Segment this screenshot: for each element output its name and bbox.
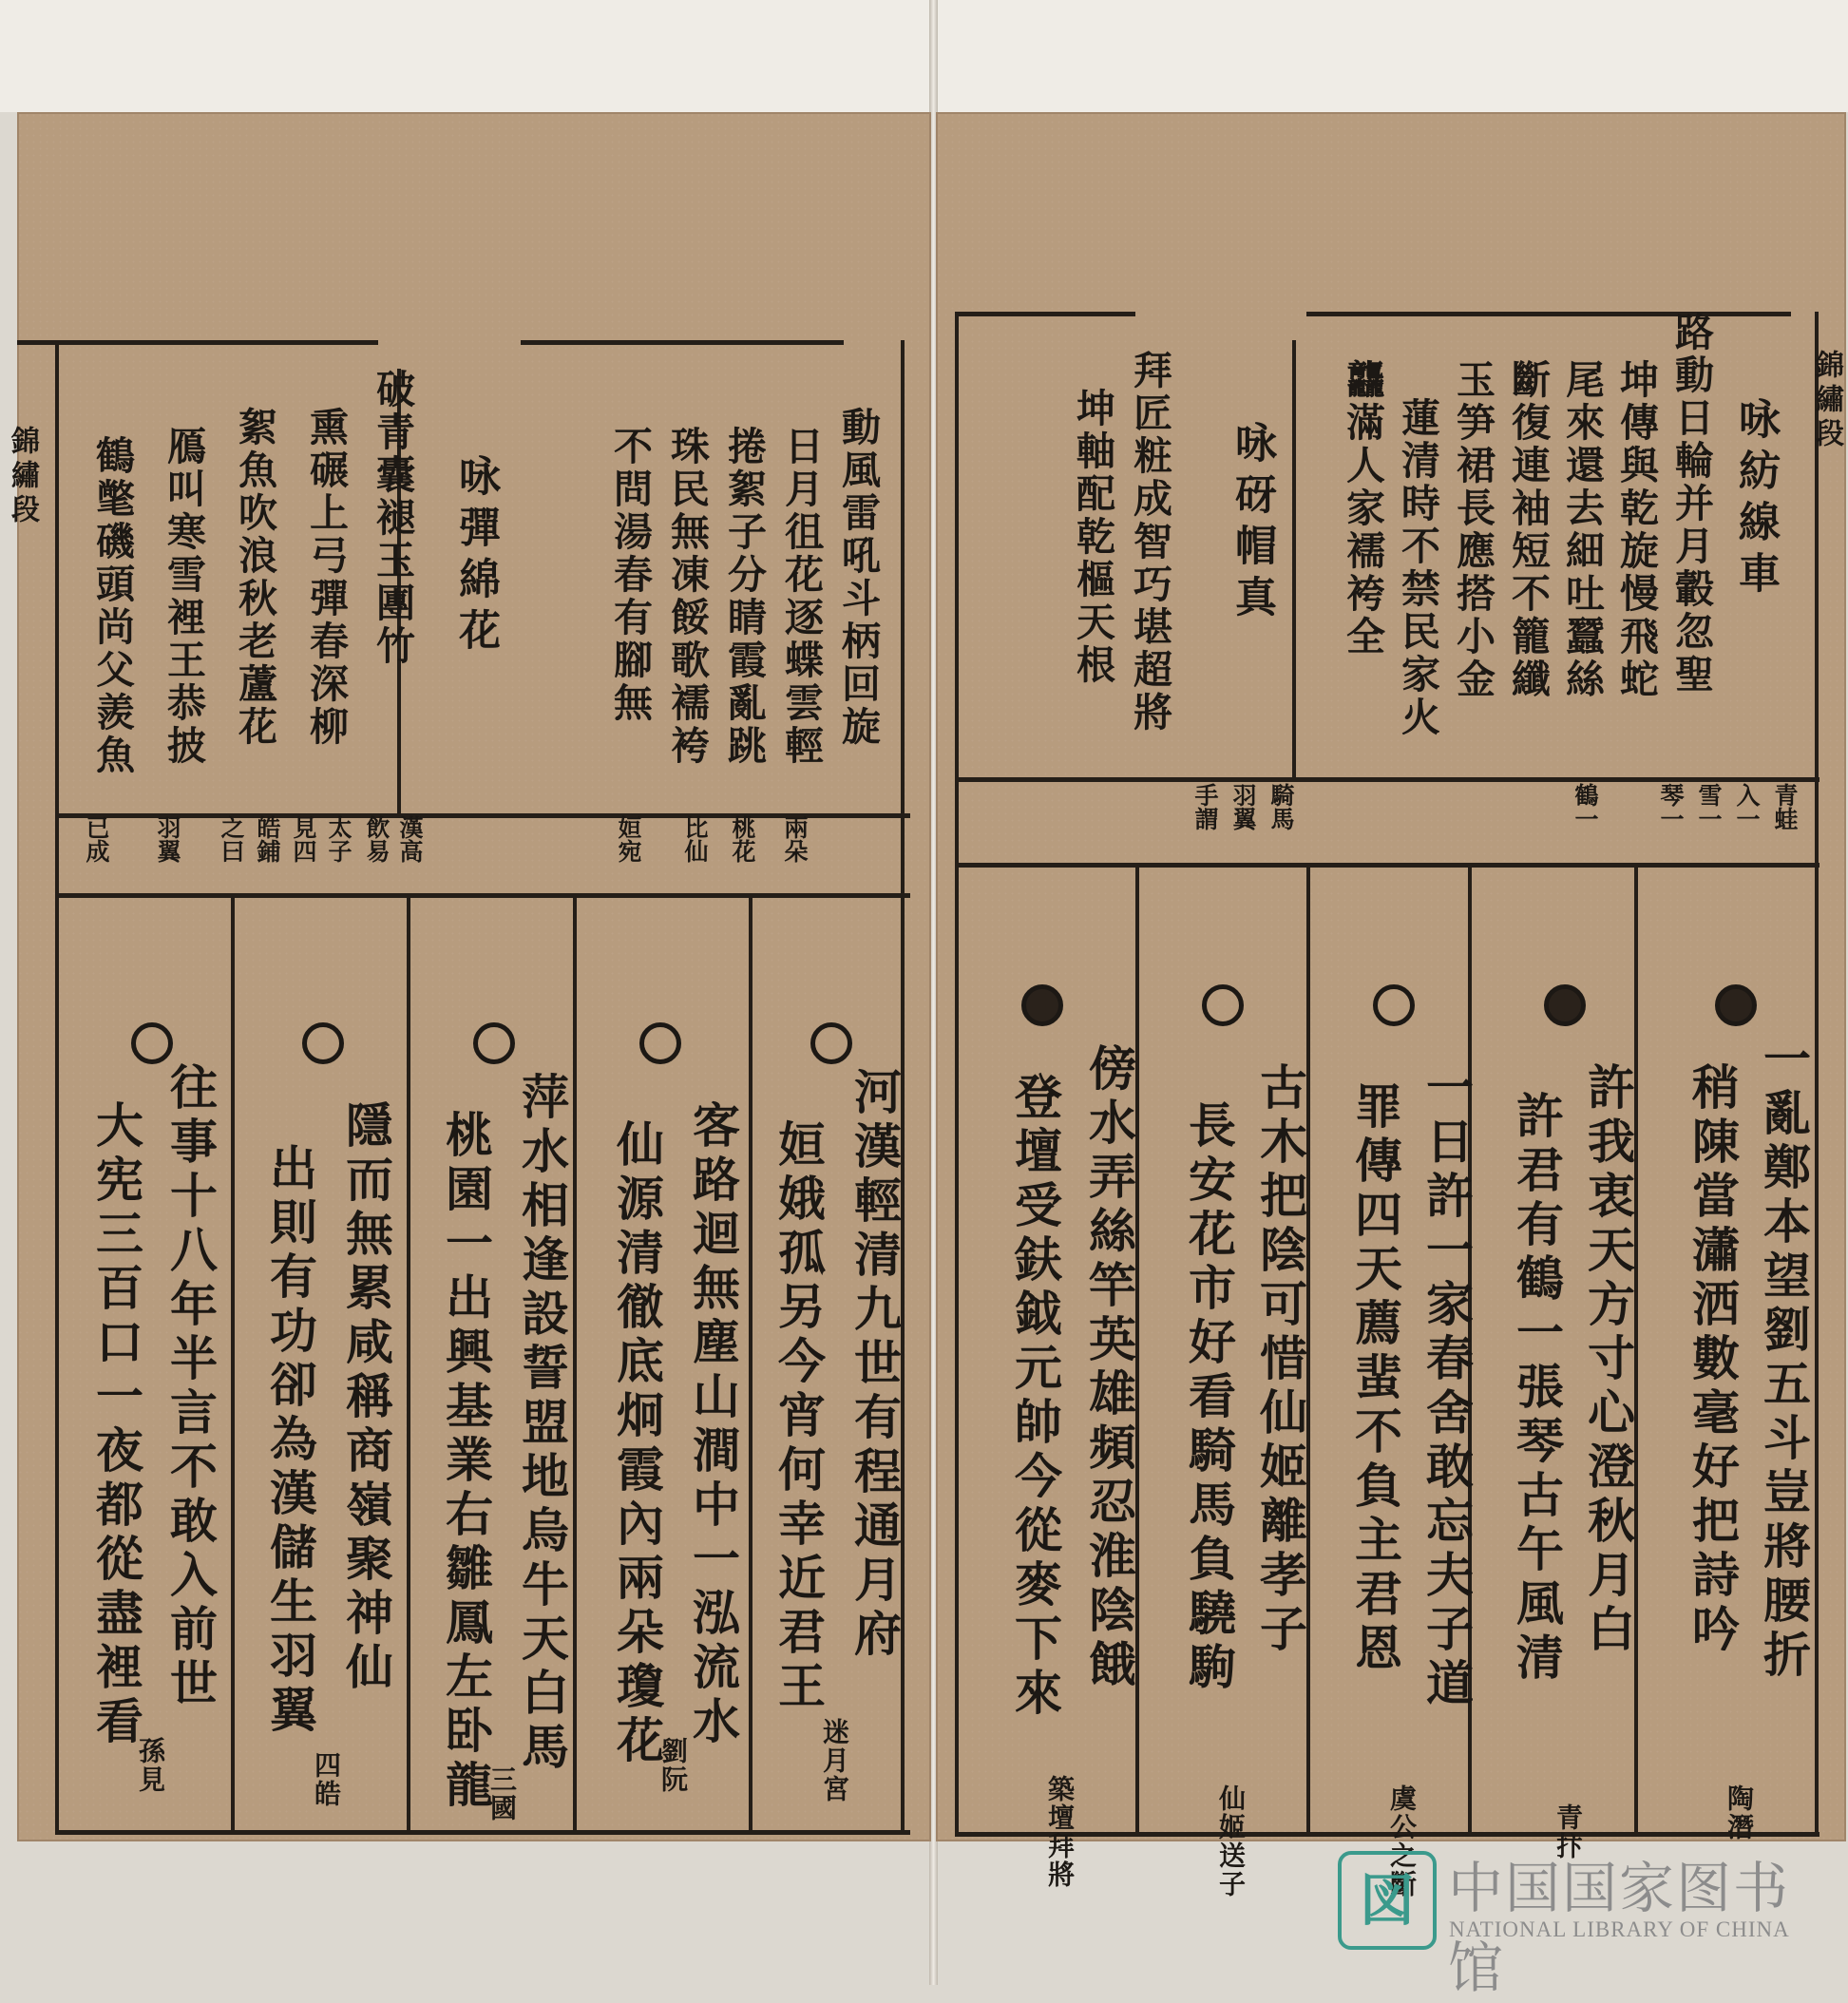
couplet-line: 一亂鄭本望劉五斗豈將腰折 [1756, 1034, 1812, 1684]
verse-line: 日月徂花逐蝶雲輕 [778, 426, 824, 768]
note: 之曰 [218, 815, 245, 863]
verse-line: 路動日輪并月轂忽聖 [1668, 312, 1714, 696]
section-rule [55, 893, 910, 898]
left-page [6, 112, 931, 1841]
verse-line: 斷復連袖短不籠纖 [1505, 359, 1551, 701]
poem-title: 咏彈綿花 [451, 454, 500, 659]
attribution: 築壇拜將 [1044, 1775, 1076, 1889]
verse-line: 玉笋裙長應搭小金 [1450, 359, 1496, 701]
upper-divider [1292, 340, 1296, 777]
verse-line: 珠民無凍餒歌襦袴 [664, 426, 710, 768]
bottom-rule [55, 1830, 910, 1835]
section-rule [955, 863, 1819, 868]
verse-line: 拜匠粧成智巧堪超將 [1127, 350, 1172, 734]
circle-mark [473, 1022, 515, 1064]
couplet-line: 登壇受鈇鉞元帥今從麥下來 [1007, 1072, 1063, 1722]
circle-mark [1544, 984, 1586, 1026]
upper-rule [955, 312, 1135, 316]
circle-mark [131, 1022, 173, 1064]
spine-title: 錦繡段 [1810, 350, 1843, 452]
circle-mark [1715, 984, 1757, 1026]
verse-line: 絮魚吹浪秋老蘆花 [232, 407, 277, 749]
poem-divider [231, 893, 235, 1834]
couplet-line: 萍水相逢設誓盟地烏牛天白馬 [514, 1072, 570, 1776]
verse-line: 動風雷吼斗柄回旋 [835, 407, 881, 749]
note: 太子 [325, 815, 352, 863]
attribution: 陶潛 [1724, 1784, 1755, 1841]
circle-mark [1373, 984, 1415, 1026]
couplet-line: 稍陳當瀟洒數毫好把詩吟 [1685, 1062, 1741, 1658]
attribution: 三國 [486, 1765, 518, 1822]
note: 兩朵 [781, 815, 809, 863]
verse-line: 坤軸配乾樞天根 [1070, 388, 1115, 687]
note: 羽翼 [1229, 783, 1257, 830]
verse-line: 熏碾上弓彈春深柳 [303, 407, 349, 749]
section-rule [955, 777, 1819, 782]
note: 青蛙 [1771, 783, 1799, 830]
couplet-line: 隱而無累咸稱商嶺聚神仙 [338, 1100, 394, 1696]
attribution: 四皓 [311, 1751, 342, 1808]
library-name-en: NATIONAL LIBRARY OF CHINA [1449, 1917, 1790, 1941]
couplet-line: 客路迴無塵山澗中一泓流水 [685, 1100, 741, 1750]
verse-line: 捲絮子分睛霞亂跳 [721, 426, 767, 768]
couplet-line: 大宪三百口一夜都從盡裡看 [88, 1100, 144, 1750]
verse-line: 破青囊褪玉團竹 [370, 369, 415, 668]
verse-line: 鴈叫寒雪裡王恭披 [161, 426, 206, 768]
verse-line: 蓮清時不禁民家火 [1395, 397, 1440, 739]
couplet-line: 往事十八年半言不敢入前世 [162, 1062, 219, 1712]
couplet-line: 長安花市好看騎馬負驍駒 [1181, 1100, 1237, 1696]
circle-mark [302, 1022, 344, 1064]
couplet-line: 仙源清徹底炯霞內兩朵瓊花 [609, 1119, 665, 1769]
upper-rule [521, 340, 844, 345]
left-border [955, 312, 959, 1836]
right-border [1815, 312, 1819, 1836]
attribution: 仙姬送子 [1215, 1784, 1247, 1898]
attribution: 虞公之斷 [1386, 1784, 1418, 1898]
couplet-line: 罪傳四天薦蜚不負主君恩 [1347, 1081, 1403, 1677]
couplet-line: 出則有功卻為漢儲生羽翼 [262, 1143, 318, 1739]
poem-title: 咏砑帽真 [1228, 421, 1276, 626]
upper-rule [1306, 312, 1791, 316]
verse-line: 尾來還去細吐蠶絲 [1559, 359, 1605, 701]
couplet-line: 古木把陰可惜仙姬離孝子 [1252, 1062, 1308, 1658]
note: 鶴一 [1572, 783, 1599, 830]
note: 羽翼 [154, 815, 181, 863]
note: 雪一 [1695, 783, 1723, 830]
left-border [55, 340, 59, 1834]
note: 琴一 [1657, 783, 1685, 830]
note: 桃花 [729, 815, 756, 863]
attribution: 青抃 [1553, 1803, 1584, 1860]
library-name-cn: 中国国家图书馆 [1448, 1856, 1791, 2000]
library-logo-icon: 図 [1338, 1851, 1437, 1950]
spine-title: 錦繡段 [6, 426, 39, 528]
couplet-line: 傍水弄絲竿英雄頻忍淮陰餓 [1081, 1043, 1137, 1693]
attribution: 孫見 [135, 1737, 166, 1794]
top-margin-left [0, 0, 929, 112]
couplet-line: 許我衷天方寸心澄秋月白 [1580, 1062, 1636, 1658]
circle-mark [1202, 984, 1244, 1026]
couplet-line: 許君有鶴一張琴古午風清 [1509, 1091, 1565, 1687]
top-margin-right [938, 0, 1848, 112]
note: 比仙 [681, 815, 709, 863]
poem-divider [573, 893, 577, 1834]
poem-divider [407, 893, 410, 1834]
verse-line: 坤傳與乾旋慢飛蛇 [1613, 359, 1659, 701]
attribution: 劉阮 [657, 1737, 689, 1794]
circle-mark [1021, 984, 1063, 1026]
note: 騎馬 [1267, 783, 1295, 830]
note: 入一 [1733, 783, 1761, 830]
verse-line: 龘滿人家襦袴全 [1340, 359, 1385, 658]
poem-title: 咏紡線車 [1731, 397, 1780, 602]
poem-divider [749, 893, 753, 1834]
library-watermark [1330, 1843, 1843, 2000]
note: 飲易 [363, 815, 391, 863]
attribution: 迷月宮 [819, 1718, 850, 1803]
note: 手謂 [1191, 783, 1219, 830]
couplet-line: 姮娥孤另今宵何幸近君王 [771, 1119, 827, 1715]
couplet-line: 桃園一出興基業右雛鳳左卧龍 [438, 1110, 494, 1814]
circle-mark [810, 1022, 852, 1064]
right-page [936, 112, 1846, 1898]
note: 皓鋪 [254, 815, 281, 863]
circle-mark [639, 1022, 681, 1064]
verse-line: 不問湯春有腳無 [607, 426, 653, 725]
note: 已成 [83, 815, 110, 863]
couplet-line: 一日許一家春舍敢忘夫子道 [1419, 1062, 1475, 1712]
note: 見四 [290, 815, 317, 863]
note: 漢高 [396, 815, 424, 863]
couplet-line: 河漢輕清九世有程通月府 [847, 1067, 903, 1663]
note: 姮宛 [615, 815, 642, 863]
upper-rule [17, 340, 378, 345]
verse-line: 鶴氅磯頭尚父羨魚 [89, 435, 135, 777]
